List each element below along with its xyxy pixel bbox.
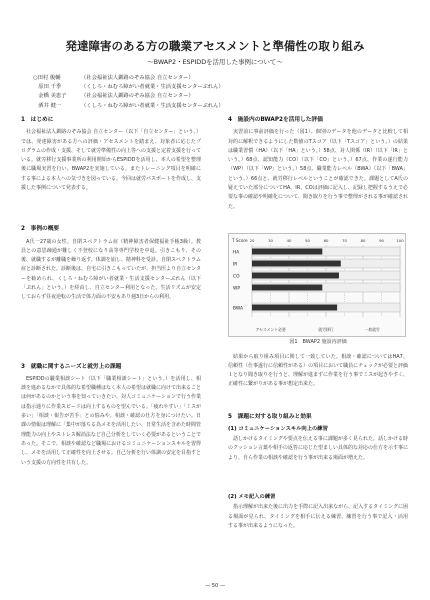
score-bar-co: [252, 273, 339, 279]
score-bar-ha: [252, 249, 322, 255]
band-label: 就労移行: [318, 327, 334, 333]
score-bar-ir: [252, 261, 341, 267]
section-text-bwap2-result: 結果から取り組み項目に関して一致していた。相談・確認についてはHA7、信頼性（仕事遂行に信頼性がある）の項目において職員にチェックが必要と評価１となり聞き取りを行うと、理解が進まずに作業を行う事でミスが起きやすく、正確性に繋がりがある事が想定出来た。: [228, 353, 408, 388]
right-column: [228, 112, 408, 541]
figure-caption: 図1 BWAP2 施設内評価: [289, 339, 347, 346]
band-label: 一般就労: [364, 327, 380, 333]
scale-tick-label: 20: [249, 238, 255, 244]
section-heading-introduction: 1 はじめに: [21, 117, 54, 123]
author-row: [33, 102, 353, 111]
scale-tick-label: 80: [360, 238, 366, 244]
score-row-label: IR: [233, 262, 238, 268]
section-heading-case-overview: 2 事例の概要: [21, 226, 60, 233]
bwa-row-label: BWA: [233, 306, 243, 312]
scale-tick-label: 50: [305, 238, 310, 244]
page-number: — 50 —: [204, 583, 226, 589]
section-text-needs: ESPIDDの職業相談シート（以下「職業相談シート」という。）を活用し、相談を進めるなかで具体的な希望職種はなく本人の希望は就職に向けて出来ることは何があるのかという事を知っていきたい。対人コミュニケーションで行う作業は指示通りに作業スピードは向上するものを望んでいる。「疲れやすい」「ミスが多い」「相談・報告が苦手」との悩みや、相談・確認の仕方を身につけたい。日課の情報は理解に「集中が落ちる為メモを活用したい、日常生活を含めた時間管理能力の向上やストレス解消法など自己分析をしていく必要があるということであった。そこで、相談や確認など職場におけるコミュニケーションスキルを習得し、メモを活用して正確性を向上させる。自己分析を行い体調の安定を目指すという支援の方向性を共有した。: [21, 375, 201, 466]
scale-tick-label: 60: [323, 238, 329, 244]
scale-tick-label: 40: [286, 238, 292, 244]
section-heading-efforts: 5 課題に対する取り組みと効果: [228, 413, 312, 420]
author-row: [33, 92, 353, 101]
scale-tick-label: 30: [268, 238, 273, 244]
subsection-text-communication: 話しかけるタイミングや要点を伝える事に課題が多く見られた。話しかける時のクッション言葉や相手の返答に応じた望ましい具体的な対応の仕方を示す事により、自ら作業の相談や確認を行う事が出来る場面が増えた。: [228, 436, 408, 461]
score-row-label: CO: [233, 274, 240, 280]
band-label: アセスメント必要: [255, 327, 286, 333]
paper-subtitle: ～BWAP2・ESPIDDを活用した事例について～: [147, 58, 283, 66]
section-heading-needs: 3 就職に関するニーズと就労上の課題: [21, 363, 122, 370]
author-affiliation: （社会福祉法人釧路のぞみ協会 自立センター）: [81, 75, 194, 81]
author-affiliation: （くしろ・ねむろ障がい者就業・生活支援センターぷれん）: [81, 84, 224, 91]
scale-tick-label: 70: [342, 238, 347, 244]
author-row: [33, 74, 353, 83]
author-list: [33, 74, 353, 111]
subsection-heading-communication: (1) コミュニケーションスキル向上の練習: [228, 425, 328, 432]
subsection-text-memo: 指示理解が出来た後に出力を手際に記入出来ながら、記入するタイミングに困る場面が見られ、タイミングを相手に伝える練習、練習を行う事で記入・活用する事が出来るようになった。: [228, 504, 408, 530]
author-name: 原田 千季: [33, 84, 62, 91]
author-row: [33, 83, 353, 92]
author-name: 酒井 健一: [33, 102, 62, 109]
section-heading-bwap2-evaluation: 4 施設内のBWAP2を活用した評価: [228, 117, 323, 123]
bwap2-chart: [228, 233, 406, 337]
author-name: 金橋 美恵子: [33, 93, 67, 100]
score-bar-bwa: [252, 305, 337, 311]
section-text-bwap2-evaluation: 実習前に事前評価を行った（図1）。個別のデータを他のデータと比較して相対的に解釈できるようにした数値のTスコア（以下「Tスコア」という。）の結果は職業習慣（HA）（以下「HA」という。）58点、対人関係（IR）（以下「IR」という。）68点、認知能力（CO）（以下「CO」という。）67点、作業の遂行能力（WP）（以下「WP」という。）58点、職業能力レベル（BWA）（以下「BWA」という。）66点と、就労移行レベルということが確認できた。課題としてA氏の疑えていた部分についてHA、IR、COは評価に記入し、記録し把握するうえで必要な事の確認や明確化について、聞き取りを行う事で整理がされる事が確認された。: [228, 129, 408, 210]
scale-tick-label: 100: [396, 238, 404, 244]
author-affiliation: （くしろ・ねむろ障がい者就業・生活支援センターぷれん）: [81, 102, 224, 109]
paper-title: 発達障害のある方の職業アセスメントと準備性の取り組み: [65, 39, 365, 53]
left-column: [21, 112, 201, 543]
score-row-label: HA: [233, 250, 240, 256]
figure-scale-ticks: [250, 238, 405, 243]
subsection-heading-memo: (2) メモ記入の練習: [228, 494, 276, 501]
bwap2-figure: [228, 233, 406, 337]
score-bar-wp: [252, 285, 322, 291]
author-affiliation: （社会福祉法人釧路のぞみ協会 自立センター）: [81, 93, 194, 100]
figure-header-label: T Score: [232, 238, 248, 244]
section-text-introduction: 社会福祉法人釧路のぞみ協会 自立センター（以下「自立センター」という。）では、発達障害がある方への評価・アセスメントを踏まえ、対象者に応じたプログラムの作成・支援、そして就労準備性の向上等への支援と定着支援を行っている。就労移行支援事業所の利用開始からESPIDDを活用し、本人の希望を整理後に職場実習を行い、BWAP2を実施している。またトレーニング項目を明確にする事による本人への気づきを図っている。今回は就労パスポートを作成し、支援した事例について発表する。: [21, 129, 201, 192]
author-name: ○田村 俊輔: [33, 75, 61, 81]
section-text-case-overview: A氏一27歳の女性。自閉スペクトラム症（精神障害者保健福祉手帳3級）。教員との意思疎通が難しく不登校になり高等専門学校を中退。引きこもり、その後、就職するが離職を繰り返す。体調を崩し、精神科を受診。自閉スペクトラム症と診断された。診断後は、自宅に引きこもっていたが、担当医より自立センターを勧められ、くしろ・ねむろ障がい者就業・生活支援センターぷれん（以下「ぷれん」という。）を経由し、自立センター利用となった。生活リズムが安定しておらず昼夜逆転の生活で体力面の不安もあり週3日からの利用。: [21, 238, 201, 301]
scale-tick-label: 90: [379, 238, 384, 244]
figure-bwa-row: [233, 303, 400, 312]
score-row-label: WP: [233, 286, 240, 292]
